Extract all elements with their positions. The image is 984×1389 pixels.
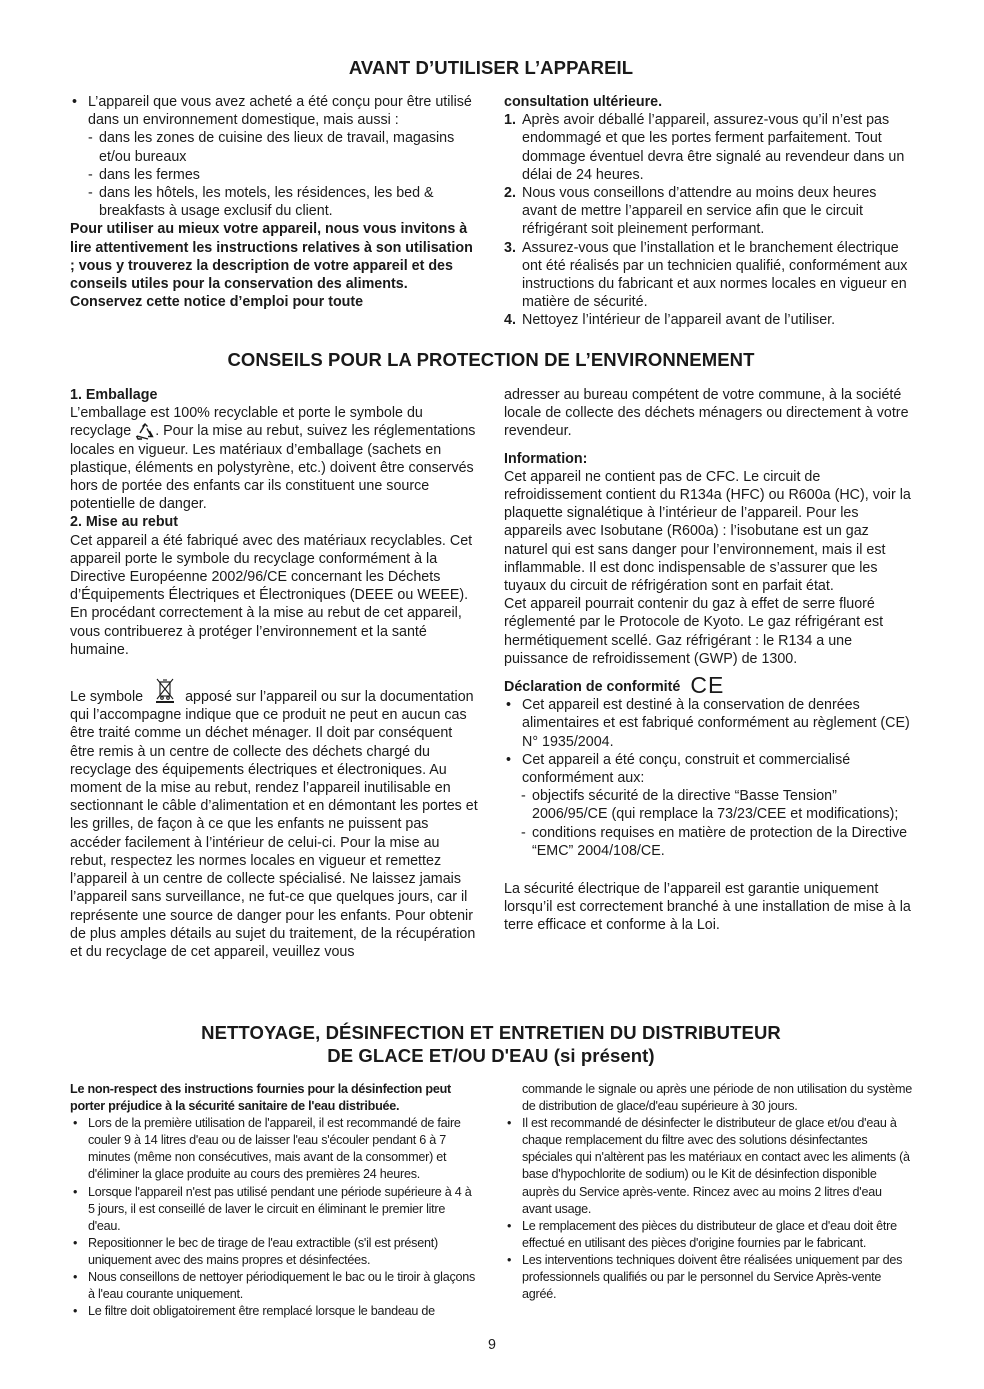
packaging-text-end: . Pour la mise au rebut, suivez les réglementations locales en vigueur. Les matériaux d’emballage (sachets en plastique, éléments en polystyrène, etc.) doivent être conservés hors de portée des enfants car ils constituent une source potentielle de danger.	[70, 423, 476, 513]
subheading-mise-au-rebut: 2. Mise au rebut	[70, 514, 179, 531]
cleaning-bullet: • Nous conseillons de nettoyer périodiquement le bac ou le tiroir à glaçons à l'eau courante uniquement.	[70, 1269, 480, 1303]
section-title-line2: DE GLACE ET/OU D'EAU	[327, 1045, 549, 1066]
page-number: 9	[488, 1337, 496, 1353]
filter-bullet-cont: commande le signale ou après une période de non utilisation du système de distribution de glace/d'eau supérieure à 30 jours.	[522, 1082, 912, 1114]
packaging-paragraph	[70, 404, 480, 513]
cleaning-bullet: • Le remplacement des pièces du distributeur de glace et d'eau doit être effectué en utilisant des pièces d'origine fournies par le fabricant.	[504, 1218, 912, 1252]
read-instructions-note: Pour utiliser au mieux votre appareil, nous vous invitons à lire attentivement les instructions relatives à son utilisation ; vous y trouverez la description de votre appareil et des conseils utiles pour la conservation des aliments.	[70, 221, 473, 293]
step-number: 3.	[504, 239, 516, 256]
step-number: 4.	[504, 312, 516, 329]
conformity-bullet: • Cet appareil est destiné à la conservation de denrées alimentaires et est fabriqué conformément au règlement (CE) N° 1935/2004.	[504, 696, 912, 751]
subheading-emballage: 1. Emballage	[70, 387, 158, 403]
step-number: 1.	[504, 112, 516, 129]
directive-dash-item: - objectifs sécurité de la directive “Basse Tension” 2006/95/CE (qui remplace la 73/23/CEE et modifications);	[504, 787, 912, 823]
keep-manual-note-cont: consultation ultérieure.	[504, 94, 663, 110]
section-title-avant-utiliser: AVANT D’UTILISER L’APPAREIL	[348, 57, 634, 78]
numbered-step	[504, 311, 912, 329]
step-number: 2.	[504, 185, 516, 202]
section1-left-column	[70, 93, 480, 311]
cleaning-bullet: • Il est recommandé de désinfecter le distributeur de glace et/ou d'eau à chaque remplacement du filtre avec des solutions désinfectantes spéciales qui n'altèrent pas les matériaux en contact avec les aliments (à base d'hypochlorite de sodium) ou le Kit de désinfection disponible auprès du Service après-vente. Rincez avec au moins 2 litres d'eau avant usage.	[504, 1115, 912, 1218]
step-text: Nettoyez l’intérieur de l’appareil avant de l’utiliser.	[522, 312, 836, 329]
usage-dash-item: - dans les zones de cuisine des lieux de travail, magasins et/ou bureaux	[70, 129, 480, 165]
section3-left-column	[70, 1081, 480, 1320]
step-text: Assurez-vous que l’installation et le branchement électrique ont été réalisés par un technicien qualifié, conformément aux instructions du fabricant et aux normes locales en vigueur en matière de sécurité.	[522, 239, 908, 311]
greenhouse-gas-paragraph: Cet appareil pourrait contenir du gaz à effet de serre fluoré réglementé par le Protocole de Kyoto. Le gaz réfrigérant est hermétiquement scellé. Gaz réfrigérant : le R134 a une puissance de refroidissement (GWP) de 1300.	[504, 596, 884, 667]
section-title-suffix: (si présent)	[553, 1045, 655, 1066]
section-title-line1: NETTOYAGE, DÉSINFECTION ET ENTRETIEN DU DISTRIBUTEUR	[201, 1022, 781, 1043]
section3-right-column	[504, 1081, 912, 1303]
electrical-safety-paragraph: La sécurité électrique de l’appareil est garantie uniquement lorsqu’il est correctement branché à une installation de mise à la terre efficace et conforme à la Loi.	[504, 881, 911, 934]
domestic-use-bullet: • L’appareil que vous avez acheté a été conçu pour être utilisé dans un environnement domestique, mais aussi :	[70, 93, 480, 129]
section2-left-column	[70, 386, 480, 961]
numbered-step	[504, 239, 912, 312]
disposal-paragraph: Cet appareil a été fabriqué avec des matériaux recyclables. Cet appareil porte le symbole du recyclage conformément à la Directive Européenne 2002/96/CE concernant les Déchets d’Équipements Électriques et Électroniques (DEEE ou WEEE). En procédant correctement à la mise au rebut de cet appareil, vous contribuerez à protéger l’environnement et la santé humaine.	[70, 532, 473, 658]
subheading-information: Information:	[504, 450, 588, 467]
declaration-heading	[504, 672, 912, 699]
section-title-environnement: CONSEILS POUR LA PROTECTION DE L’ENVIRONNEMENT	[227, 349, 755, 370]
cleaning-bullet: • Repositionner le bec de tirage de l'eau extractible (s'il est présent) uniquement avec des mains propres et désinfectées.	[70, 1235, 480, 1269]
section2-right-column	[504, 386, 912, 935]
weee-paragraph	[70, 677, 480, 961]
ce-mark-icon: CE	[690, 672, 725, 699]
weee-text-end: apposé sur l’appareil ou sur la documentation qui l’accompagne indique que ce produit ne peut en aucun cas être traité comme un déchet ménager. Il doit par conséquent être remis à un centre de collecte des déchets chargé du recyclage des équipements électriques et électroniques. Au moment de la mise au rebut, rendez l’appareil inutilisable en sectionnant le câble d’alimentation et en démontant les portes et les grilles, de façon à ce que les enfants ne puissent pas accéder facilement à l’intérieur de celui-ci. Pour la mise au rebut, respectez les normes locales en vigueur et remettez l’appareil à un centre de collecte spécialisé. Ne laissez jamais l’appareil sans surveillance, ne fut-ce que quelques jours, car il représente une source de danger pour les enfants. Pour obtenir de plus amples détails au sujet du traitement, de la récupération et du recyclage de cet appareil, veuillez vous	[70, 689, 478, 960]
usage-dash-item: - dans les fermes	[70, 166, 480, 184]
recycle-icon	[135, 423, 155, 441]
packaging-text-start: L’emballage est 100% recyclable et porte le symbole du recyclage	[70, 405, 423, 440]
step-text: Après avoir déballé l’appareil, assurez-vous qu’il n’est pas endommagé et que les portes ferment parfaitement. Tout dommage éventuel devra être signalé au revendeur dans un délai de 24 heures.	[522, 112, 905, 183]
section1-right-column	[504, 93, 912, 330]
directive-dash-item: - conditions requises en matière de protection de la Directive “EMC” 2004/108/CE.	[504, 824, 912, 860]
subheading-declaration: Déclaration de conformité	[504, 679, 681, 696]
section-title-nettoyage	[70, 1021, 912, 1067]
usage-dash-item: - dans les hôtels, les motels, les résidences, les bed & breakfasts à usage exclusif du client.	[70, 184, 480, 220]
numbered-step	[504, 111, 912, 184]
conformity-bullet: • Cet appareil a été conçu, construit et commercialisé conformément aux:	[504, 751, 912, 787]
step-text: Nous vous conseillons d’attendre au moins deux heures avant de mettre l’appareil en service afin que le circuit réfrigérant soit pleinement performant.	[522, 185, 877, 238]
information-paragraph: Cet appareil ne contient pas de CFC. Le circuit de refroidissement contient du R134a (HFC) ou R600a (HC), voir la plaquette signalétique à l’intérieur de l’appareil. Pour les appareils avec Isobutane (R600a) : l’isobutane est un gaz naturel qui est sans danger pour l’environnement, mais il est inflammable. Il est donc indispensable de s’assurer que les tuyaux du circuit de réfrigération sont en parfait état.	[504, 468, 911, 595]
keep-manual-note: Conservez cette notice d’emploi pour toute	[70, 294, 364, 311]
cleaning-bullet: • Les interventions techniques doivent être réalisées uniquement par des professionnels qualifiés ou par le personnel du Service Après-vente agréé.	[504, 1252, 912, 1303]
cleaning-bullet: • Lorsque l'appareil n'est pas utilisé pendant une période supérieure à 4 à 5 jours, il est conseillé de laver le circuit en éliminant le premier litre d'eau.	[70, 1184, 480, 1235]
weee-text-start: Le symbole	[70, 689, 144, 706]
cleaning-bullet: • Lors de la première utilisation de l'appareil, il est recommandé de faire couler 9 à 14 litres d'eau ou de laisser l'eau s'écouler pendant 6 à 7 minutes (même non consécutives, mais avant de la consommer) et d'éliminer la glace produite au cours des premières 24 heures.	[70, 1115, 480, 1183]
crossed-bin-icon	[153, 677, 177, 703]
cleaning-bullet: • Le filtre doit obligatoirement être remplacé lorsque le bandeau de	[70, 1303, 480, 1320]
disposal-paragraph-cont: adresser au bureau compétent de votre commune, à la société locale de collecte des déchets ménagers ou directement à votre revendeur.	[504, 387, 909, 440]
sanitary-warning: Le non-respect des instructions fournies pour la désinfection peut porter préjudice à la sécurité sanitaire de l'eau distribuée.	[70, 1082, 451, 1114]
numbered-step	[504, 184, 912, 239]
